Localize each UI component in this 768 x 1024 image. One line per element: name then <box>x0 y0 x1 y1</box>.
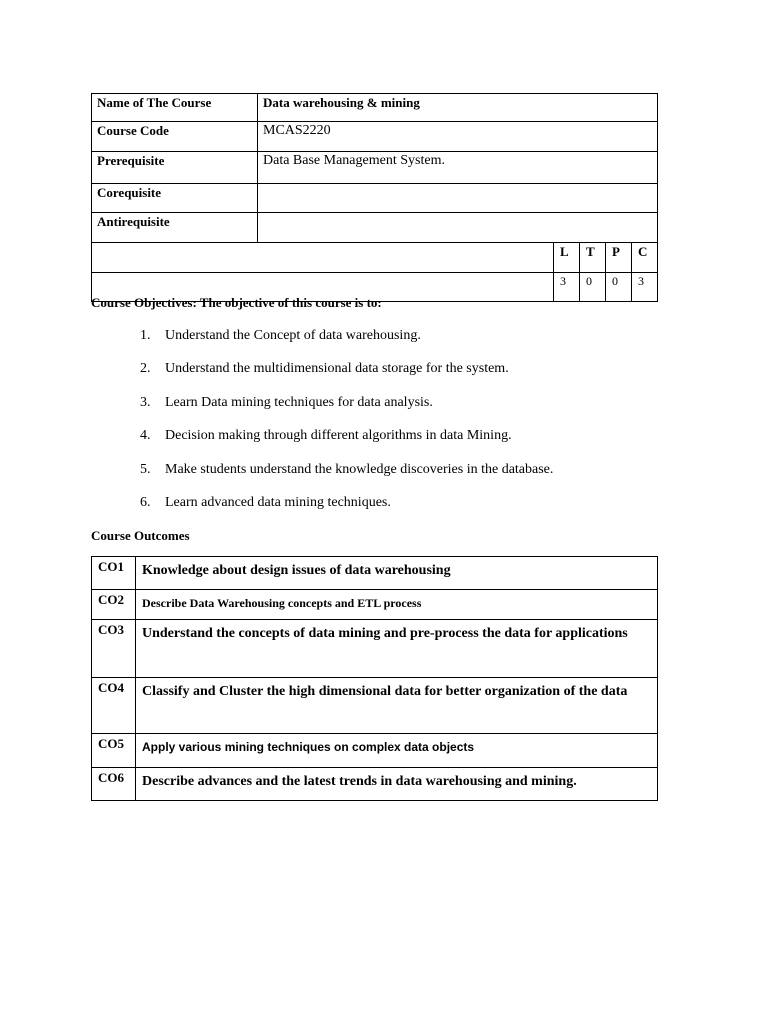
list-item-text: Learn advanced data mining techniques. <box>165 494 391 510</box>
ltpc-header-c: C <box>632 243 658 273</box>
list-item-text: Understand the Concept of data warehousing. <box>165 328 421 343</box>
antirequisite-value <box>258 213 658 243</box>
course-name-label: Name of The Course <box>92 94 258 122</box>
table-row <box>92 734 658 768</box>
ltpc-header-row <box>92 243 658 273</box>
table-row <box>92 768 658 801</box>
list-item-text: Make students understand the knowledge discoveries in the database. <box>165 461 554 477</box>
course-name-row <box>92 94 658 122</box>
outcome-code: CO4 <box>92 678 136 734</box>
course-code-label: Course Code <box>92 122 258 152</box>
list-item <box>140 327 553 360</box>
objectives-list <box>140 327 553 527</box>
outcome-text: Describe Data Warehousing concepts and ETL process <box>136 590 658 620</box>
table-row <box>92 557 658 590</box>
list-item <box>140 427 553 460</box>
list-item <box>140 494 553 527</box>
list-item-number: 6. <box>140 494 151 510</box>
list-item-text: Decision making through different algorithms in data Mining. <box>165 428 512 444</box>
outcome-code: CO5 <box>92 734 136 768</box>
table-row <box>92 590 658 620</box>
list-item-number: 1. <box>140 328 151 343</box>
list-item <box>140 394 553 427</box>
list-item-text: Understand the multidimensional data storage for the system. <box>165 361 509 377</box>
outcomes-heading: Course Outcomes <box>91 528 190 543</box>
outcome-text: Apply various mining techniques on complex data objects <box>136 734 658 768</box>
list-item-number: 5. <box>140 461 151 477</box>
course-name-value: Data warehousing & mining <box>258 94 658 122</box>
course-info-table <box>91 93 658 302</box>
table-row <box>92 678 658 734</box>
corequisite-row <box>92 184 658 213</box>
ltpc-header-t: T <box>580 243 606 273</box>
list-item-number: 4. <box>140 428 151 444</box>
ltpc-header-spacer <box>92 243 554 273</box>
course-code-row <box>92 122 658 152</box>
antirequisite-row <box>92 213 658 243</box>
ltpc-value-t: 0 <box>580 273 606 302</box>
outcome-text: Describe advances and the latest trends in data warehousing and mining. <box>136 768 658 801</box>
ltpc-value-c: 3 <box>632 273 658 302</box>
outcome-code: CO6 <box>92 768 136 801</box>
prerequisite-row <box>92 152 658 184</box>
list-item <box>140 360 553 393</box>
list-item <box>140 461 553 494</box>
outcome-text: Understand the concepts of data mining and pre-process the data for applications <box>136 620 658 678</box>
ltpc-header-l: L <box>554 243 580 273</box>
outcome-code: CO1 <box>92 557 136 590</box>
course-code-value: MCAS2220 <box>258 122 658 152</box>
list-item-number: 2. <box>140 361 151 377</box>
list-item-number: 3. <box>140 394 151 410</box>
outcome-text: Classify and Cluster the high dimensional data for better organization of the data <box>136 678 658 734</box>
prerequisite-value: Data Base Management System. <box>258 152 658 184</box>
outcome-code: CO3 <box>92 620 136 678</box>
outcome-code: CO2 <box>92 590 136 620</box>
objectives-heading: Course Objectives: The objective of this course is to: <box>91 295 382 310</box>
corequisite-value <box>258 184 658 213</box>
antirequisite-label: Antirequisite <box>92 213 258 243</box>
outcome-text: Knowledge about design issues of data warehousing <box>136 557 658 590</box>
ltpc-header-p: P <box>606 243 632 273</box>
corequisite-label: Corequisite <box>92 184 258 213</box>
ltpc-value-l: 3 <box>554 273 580 302</box>
course-outcomes-table <box>91 556 658 801</box>
table-row <box>92 620 658 678</box>
list-item-text: Learn Data mining techniques for data analysis. <box>165 394 433 410</box>
ltpc-value-p: 0 <box>606 273 632 302</box>
prerequisite-label: Prerequisite <box>92 152 258 184</box>
